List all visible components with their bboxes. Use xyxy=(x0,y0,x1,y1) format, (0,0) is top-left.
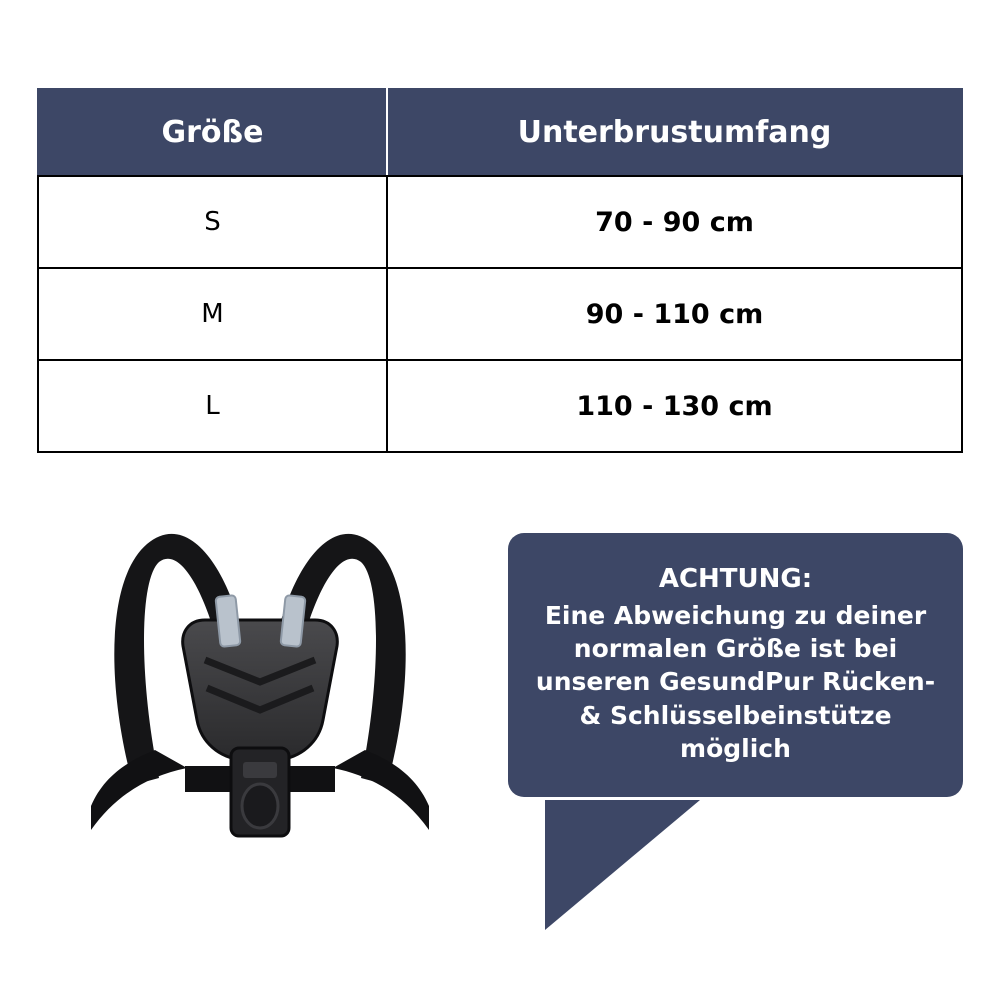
callout-tail xyxy=(545,800,700,930)
cell-range-s: 70 - 90 cm xyxy=(387,176,962,268)
size-chart-table xyxy=(37,88,963,453)
table-header xyxy=(38,89,962,176)
table-row xyxy=(38,268,962,360)
cell-range-m: 90 - 110 cm xyxy=(387,268,962,360)
attention-callout xyxy=(508,533,963,797)
table-header-row xyxy=(38,89,962,176)
callout-title: ACHTUNG: xyxy=(658,564,813,594)
buckle-ring xyxy=(242,784,278,828)
product-image xyxy=(55,510,465,880)
buckle-slot-top xyxy=(243,762,277,778)
table-body xyxy=(38,176,962,452)
left-waist-strap xyxy=(91,750,187,830)
callout-body: Eine Abweichung zu deiner normalen Größe ist bei unseren GesundPur Rücken- & Schlüsselbeinstütze möglich xyxy=(535,600,936,763)
table-row xyxy=(38,360,962,452)
cell-range-l: 110 - 130 cm xyxy=(387,360,962,452)
cell-size-s: S xyxy=(38,176,387,268)
back-pad xyxy=(183,620,338,760)
posture-corrector-illustration xyxy=(55,510,465,880)
cell-size-l: L xyxy=(38,360,387,452)
left-reflective-tab xyxy=(215,595,240,647)
column-header-underbust: Unterbrustumfang xyxy=(387,89,962,176)
cell-size-m: M xyxy=(38,268,387,360)
right-waist-strap xyxy=(333,750,429,830)
table-row xyxy=(38,176,962,268)
column-header-size: Größe xyxy=(38,89,387,176)
right-reflective-tab xyxy=(280,595,305,647)
